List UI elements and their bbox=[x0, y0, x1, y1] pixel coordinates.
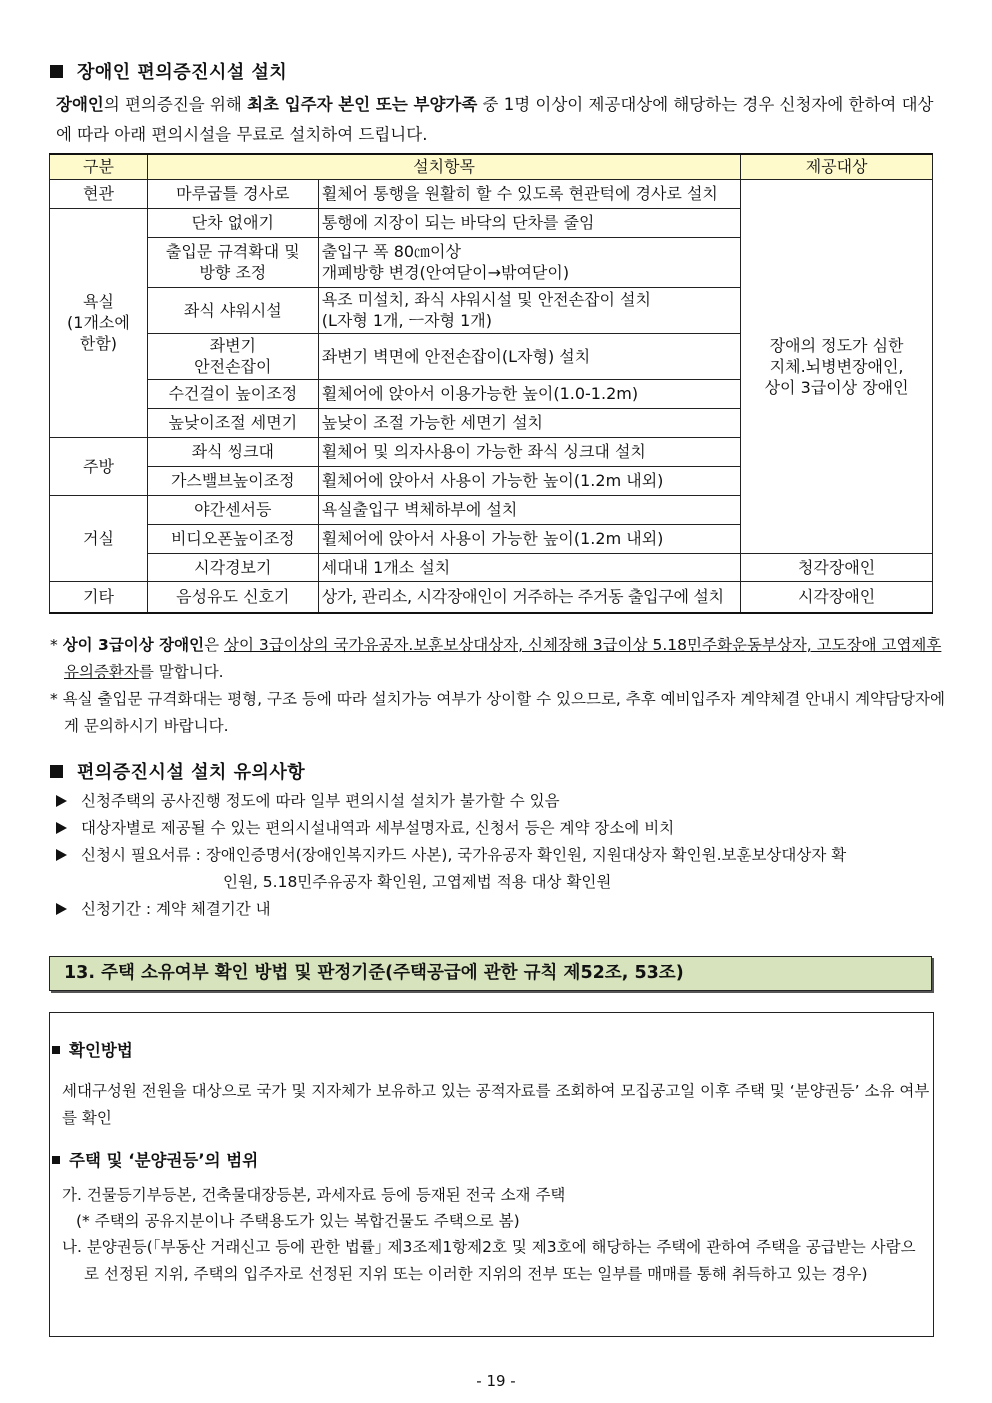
category-cell: 욕실 (1개소에 한함) bbox=[50, 208, 148, 437]
desc-cell: 출입구 폭 80㎝이상 개폐방향 변경(안여닫이→밖여닫이) bbox=[318, 237, 741, 287]
category-cell: 거실 bbox=[50, 495, 148, 581]
desc-cell: 통행에 지장이 되는 바닥의 단차를 줄임 bbox=[318, 208, 741, 237]
item-cell: 마루굽틀 경사로 bbox=[147, 179, 318, 208]
desc-cell: 좌변기 벽면에 안전손잡이(L자형) 설치 bbox=[318, 333, 741, 379]
table-row bbox=[50, 581, 933, 613]
desc-cell: 휠체어에 앉아서 사용이 가능한 높이(1.2m 내외) bbox=[318, 524, 741, 553]
triangle-bullet-icon bbox=[56, 903, 67, 915]
table-row bbox=[50, 179, 933, 208]
category-cell: 기타 bbox=[50, 581, 148, 613]
target-cell: 청각장애인 bbox=[741, 553, 933, 581]
desc-cell: 세대내 1개소 설치 bbox=[318, 553, 741, 581]
desc-cell: 휠체어 통행을 원활히 할 수 있도록 현관턱에 경사로 설치 bbox=[318, 179, 741, 208]
subheading-method: 확인방법 bbox=[52, 1037, 133, 1061]
desc-cell: 높낮이 조절 가능한 세면기 설치 bbox=[318, 408, 741, 437]
table-header-row bbox=[50, 154, 933, 179]
category-cell: 현관 bbox=[50, 179, 148, 208]
section-title-notes: 편의증진시설 설치 유의사항 bbox=[50, 758, 305, 784]
category-cell: 주방 bbox=[50, 437, 148, 495]
item-cell: 비디오폰높이조정 bbox=[147, 524, 318, 553]
list-item-continuation: 인원, 5.18민주유공자 확인원, 고엽제법 적용 대상 확인원 bbox=[223, 873, 612, 891]
footnote-1: * 상이 3급이상 장애인은 상이 3급이상의 국가유공자.보훈보상대상자, 신체장해 3급이상 5.18민주화운동부상자, 고도장애 고엽제후유의증환자를 말합니다. bbox=[50, 636, 942, 681]
item-cell: 수건걸이 높이조정 bbox=[147, 379, 318, 408]
list-item: 신청시 필요서류 : 장애인증명서(장애인복지카드 사본), 국가유공자 확인원, 지원대상자 확인원.보훈보상대상자 확 bbox=[56, 842, 846, 869]
triangle-bullet-icon bbox=[56, 849, 67, 861]
list-item: 신청주택의 공사진행 정도에 따라 일부 편의시설 설치가 불가할 수 있음 bbox=[56, 788, 560, 815]
subheading-scope: 주택 및 ‘분양권등’의 범위 bbox=[52, 1147, 258, 1171]
method-text: 세대구성원 전원을 대상으로 국가 및 지자체가 보유하고 있는 공적자료를 조회하여 모집공고일 이후 주택 및 ‘분양권등’ 소유 여부를 확인 bbox=[62, 1082, 930, 1127]
desc-cell: 상가, 관리소, 시각장애인이 거주하는 주거동 출입구에 설치 bbox=[318, 581, 741, 613]
list-item: 대상자별로 제공될 수 있는 편의시설내역과 세부설명자료, 신청서 등은 계약 장소에 비치 bbox=[56, 815, 674, 842]
footnotes bbox=[50, 632, 950, 740]
item-cell: 단차 없애기 bbox=[147, 208, 318, 237]
target-cell: 시각장애인 bbox=[741, 581, 933, 613]
square-bullet-icon bbox=[52, 1046, 60, 1054]
square-bullet-icon bbox=[50, 65, 63, 78]
item-cell: 야간센서등 bbox=[147, 495, 318, 524]
intro-paragraph: 장애인의 편의증진을 위해 최초 입주자 본인 또는 부양가족 중 1명 이상이 제공대상에 해당하는 경우 신청자에 한하여 대상에 따라 아래 편의시설을 무료로 설치하여 드립니다. bbox=[56, 95, 934, 144]
page-number: - 19 - bbox=[476, 1372, 516, 1390]
header-target: 제공대상 bbox=[741, 154, 933, 179]
item-cell: 출입문 규격확대 및 방향 조정 bbox=[147, 237, 318, 287]
desc-cell: 휠체어 및 의자사용이 가능한 좌식 싱크대 설치 bbox=[318, 437, 741, 466]
item-cell: 높낮이조절 세면기 bbox=[147, 408, 318, 437]
scope-item-ga-note: (* 주택의 공유지분이나 주택용도가 있는 복합건물도 주택으로 봄) bbox=[76, 1212, 520, 1230]
desc-cell: 휠체어에 앉아서 사용이 가능한 높이(1.2m 내외) bbox=[318, 466, 741, 495]
desc-cell: 휠체어에 앉아서 이용가능한 높이(1.0-1.2m) bbox=[318, 379, 741, 408]
section-13-header: 13. 주택 소유여부 확인 방법 및 판정기준(주택공급에 관한 규칙 제52조, 53조) bbox=[49, 956, 932, 991]
item-cell: 음성유도 신호기 bbox=[147, 581, 318, 613]
list-item: 신청기간 : 계약 체결기간 내 bbox=[56, 896, 271, 923]
desc-cell: 욕조 미설치, 좌식 샤워시설 및 안전손잡이 설치 (L자형 1개, ㅡ자형 1개) bbox=[318, 287, 741, 333]
desc-cell: 욕실출입구 벽체하부에 설치 bbox=[318, 495, 741, 524]
square-bullet-icon bbox=[52, 1156, 60, 1164]
table-row bbox=[50, 553, 933, 581]
item-cell: 좌식 샤워시설 bbox=[147, 287, 318, 333]
footnote-2: * 욕실 출입문 규격화대는 평형, 구조 등에 따라 설치가능 여부가 상이할 수 있으므로, 추후 예비입주자 계약체결 안내시 계약담당자에게 문의하시기 바랍니다. bbox=[50, 690, 945, 735]
section-title-facilities: 장애인 편의증진시설 설치 bbox=[50, 58, 287, 84]
header-items: 설치항목 bbox=[147, 154, 740, 179]
target-cell-main: 장애의 정도가 심한 지체.뇌병변장애인, 상이 3급이상 장애인 bbox=[741, 179, 933, 553]
square-bullet-icon bbox=[50, 765, 63, 778]
scope-item-na: 나. 분양권등(｢부동산 거래신고 등에 관한 법률｣ 제3조제1항제2호 및 제3호에 해당하는 주택에 관하여 주택을 공급받는 사람으로 선정된 지위, 주택의 입주자로 선정된 지위 또는 이러한 지위의 전부 또는 일부를 매매를 통해 취득하고 있는 경우) bbox=[62, 1238, 916, 1283]
item-cell: 좌변기 안전손잡이 bbox=[147, 333, 318, 379]
item-cell: 좌식 씽크대 bbox=[147, 437, 318, 466]
header-category: 구분 bbox=[50, 154, 148, 179]
triangle-bullet-icon bbox=[56, 822, 67, 834]
scope-item-ga: 가. 건물등기부등본, 건축물대장등본, 과세자료 등에 등재된 전국 소재 주택 bbox=[62, 1186, 566, 1204]
item-cell: 가스밸브높이조정 bbox=[147, 466, 318, 495]
triangle-bullet-icon bbox=[56, 795, 67, 807]
facilities-table bbox=[49, 153, 933, 614]
item-cell: 시각경보기 bbox=[147, 553, 318, 581]
ownership-check-box bbox=[49, 1012, 934, 1337]
